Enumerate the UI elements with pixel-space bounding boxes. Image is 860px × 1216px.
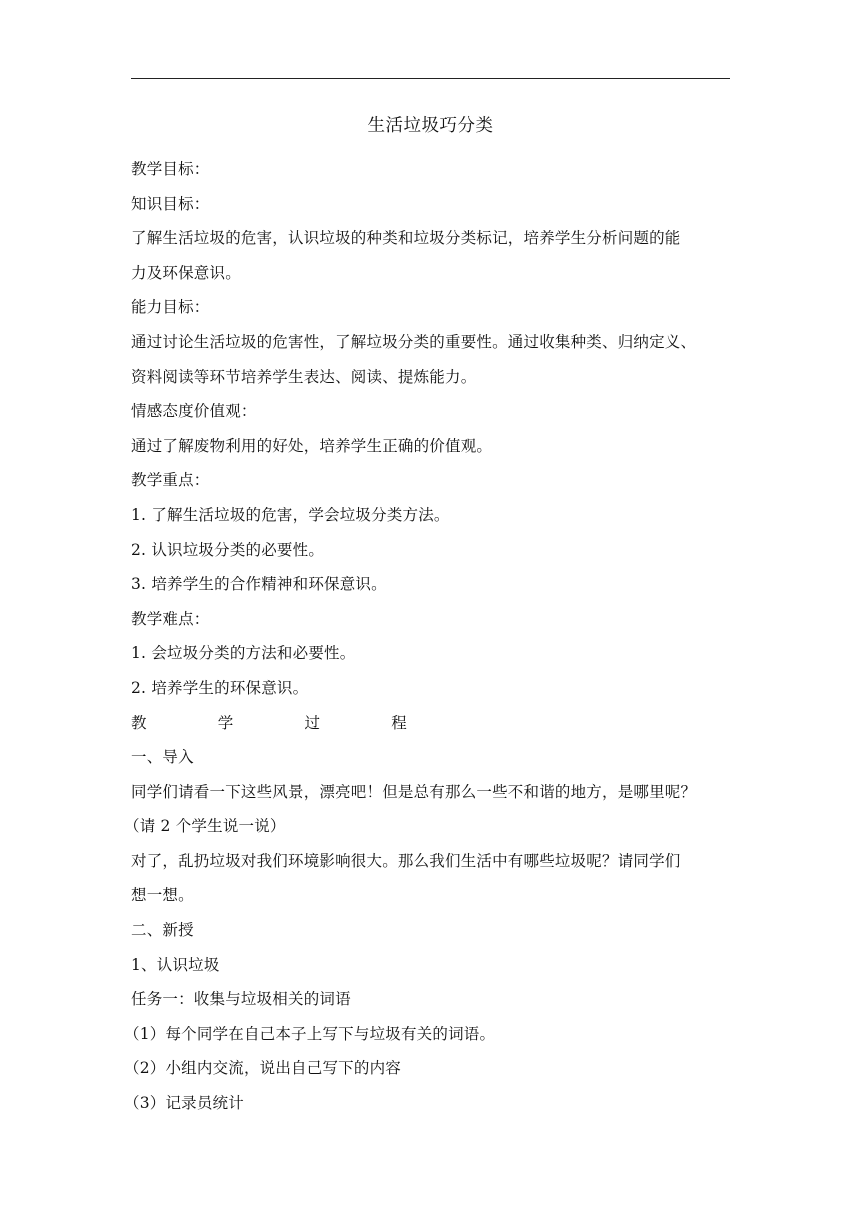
text-line: （1）每个同学在自己本子上写下与垃圾有关的词语。 — [124, 1024, 496, 1043]
document-title: 生活垃圾巧分类 — [367, 116, 494, 136]
text-line: （请 2 个学生说一说） — [124, 817, 286, 836]
text-line: 情感态度价值观： — [131, 402, 257, 421]
text-line: 2. 培养学生的环保意识。 — [131, 678, 309, 697]
text-line: 通过了解废物利用的好处，培养学生正确的价值观。 — [131, 436, 493, 455]
text-line: 教学重点： — [131, 471, 210, 490]
text-line: 1. 会垃圾分类的方法和必要性。 — [131, 644, 356, 663]
header-rule — [131, 78, 730, 79]
document-body — [124, 152, 731, 1121]
text-line: 一、导入 — [131, 748, 194, 767]
text-line: 了解生活垃圾的危害，认识垃圾的种类和垃圾分类标记，培养学生分析问题的能 — [131, 229, 681, 248]
text-line: 同学们请看一下这些风景，漂亮吧！但是总有那么一些不和谐的地方，是哪里呢？ — [131, 782, 697, 801]
text-line: 教学目标： — [131, 160, 210, 178]
text-line: 资料阅读等环节培养学生表达、阅读、提炼能力。 — [131, 367, 477, 386]
text-line: （2）小组内交流，说出自己写下的内容 — [124, 1059, 401, 1078]
process-heading-char: 程 — [391, 713, 407, 732]
process-heading-char: 过 — [304, 713, 321, 732]
text-line: 2. 认识垃圾分类的必要性。 — [131, 540, 325, 559]
process-heading — [131, 706, 407, 741]
text-line: 二、新授 — [131, 921, 194, 940]
text-line: 对了，乱扔垃圾对我们环境影响很大。那么我们生活中有哪些垃圾呢？请同学们 — [131, 851, 681, 870]
process-heading-char: 教 — [131, 713, 147, 732]
text-line: 3. 培养学生的合作精神和环保意识。 — [131, 575, 387, 594]
text-line: 力及环保意识。 — [131, 263, 241, 282]
text-line: （3）记录员统计 — [124, 1094, 244, 1113]
text-line: 1. 了解生活垃圾的危害，学会垃圾分类方法。 — [131, 505, 450, 524]
text-line: 想一想。 — [131, 886, 194, 905]
text-line: 1、认识垃圾 — [131, 955, 220, 974]
text-line: 任务一：收集与垃圾相关的词语 — [131, 990, 351, 1009]
text-line: 知识目标： — [131, 194, 210, 213]
process-heading-char: 学 — [217, 713, 234, 732]
text-line: 教学难点： — [131, 609, 210, 628]
text-line: 通过讨论生活垃圾的危害性，了解垃圾分类的重要性。通过收集种类、归纳定义、 — [131, 332, 697, 351]
text-line: 能力目标： — [131, 298, 210, 317]
